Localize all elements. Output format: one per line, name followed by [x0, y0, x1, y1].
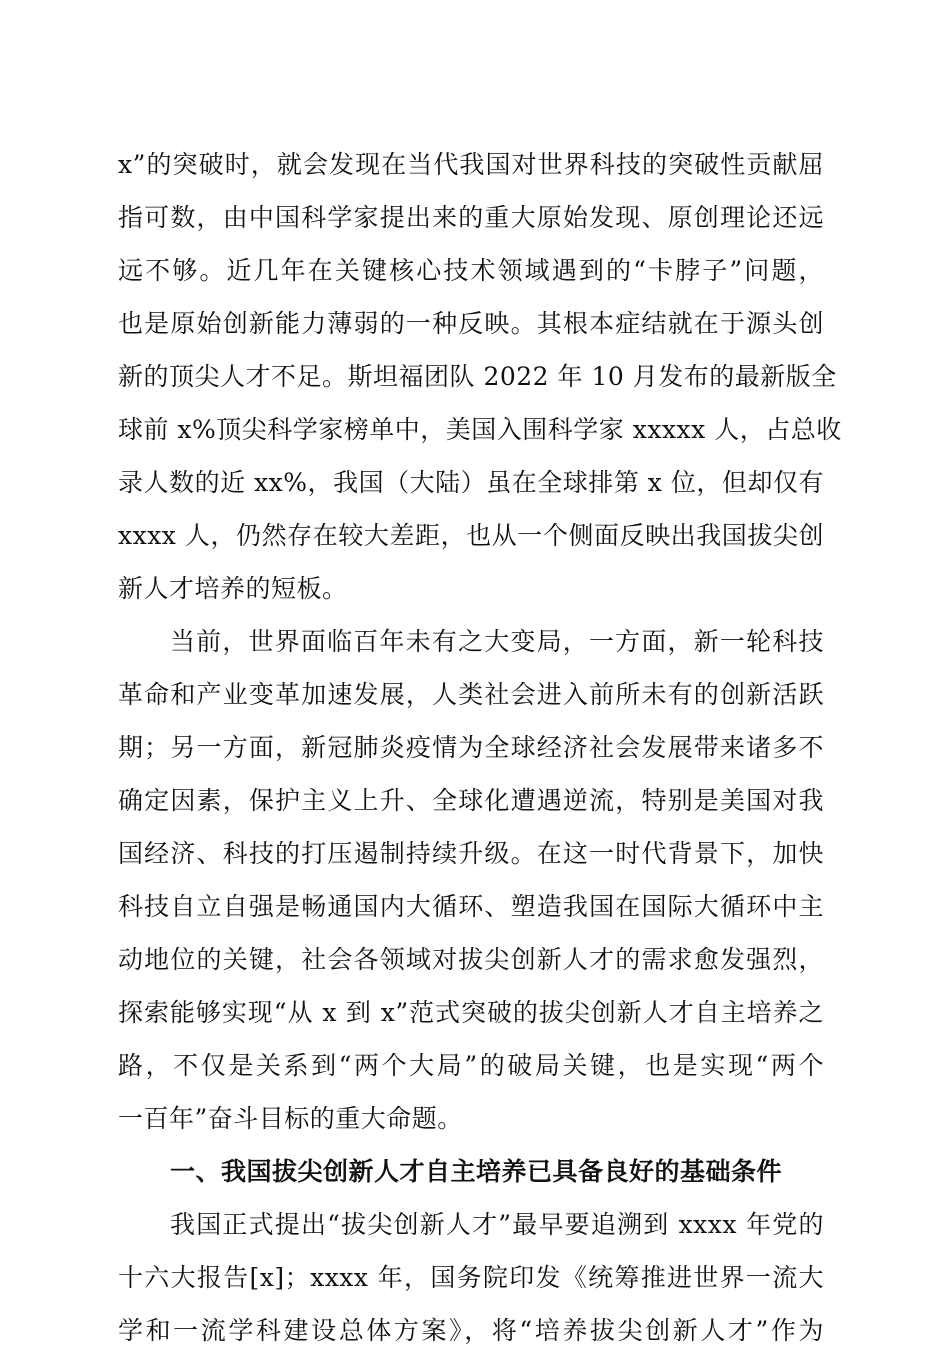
text-line: 革命和产业变革加速发展，人类社会进入前所未有的创新活跃 [118, 680, 824, 709]
text-line: 科技自立自强是畅通国内大循环、塑造我国在国际大循环中主 [118, 892, 824, 921]
document-body [118, 138, 842, 1357]
text-line: 我国正式提出“拔尖创新人才”最早要追溯到 xxxx 年党的 [170, 1210, 824, 1239]
text-line: 十六大报告[x]；xxxx 年，国务院印发《统筹推进世界一流大 [118, 1263, 824, 1292]
text-line: 动地位的关键，社会各领域对拔尖创新人才的需求愈发强烈， [118, 945, 824, 974]
text-line: 一百年”奋斗目标的重大命题。 [118, 1104, 463, 1133]
text-line: 探索能够实现“从 x 到 x”范式突破的拔尖创新人才自主培养之 [118, 998, 824, 1027]
text-line: 指可数，由中国科学家提出来的重大原始发现、原创理论还远 [118, 203, 824, 232]
text-line: 国经济、科技的打压遏制持续升级。在这一时代背景下，加快 [118, 839, 824, 868]
text-line: 路，不仅是关系到“两个大局”的破局关键，也是实现“两个 [118, 1051, 824, 1080]
text-line: 新的顶尖人才不足。斯坦福团队 2022 年 10 月发布的最新版全 [118, 362, 837, 391]
text-line: x”的突破时，就会发现在当代我国对世界科技的突破性贡献屈 [118, 150, 824, 179]
text-line: 确定因素，保护主义上升、全球化遭遇逆流，特别是美国对我 [118, 786, 824, 815]
text-line: 也是原始创新能力薄弱的一种反映。其根本症结就在于源头创 [118, 309, 824, 338]
paragraph-1 [118, 138, 842, 615]
text-line: 球前 x%顶尖科学家榜单中，美国入围科学家 xxxxx 人，占总收 [118, 415, 842, 444]
text-line: 远不够。近几年在关键核心技术领域遇到的“卡脖子”问题， [118, 256, 824, 285]
text-line: 学和一流学科建设总体方案》，将“培养拔尖创新人才”作为 [118, 1316, 824, 1345]
section-heading: 一、我国拔尖创新人才自主培养已具备良好的基础条件 [170, 1157, 783, 1186]
paragraph-2 [118, 615, 824, 1145]
text-line: 期；另一方面，新冠肺炎疫情为全球经济社会发展带来诸多不 [118, 733, 824, 762]
paragraph-3 [118, 1198, 824, 1357]
text-line: 录人数的近 xx%，我国（大陆）虽在全球排第 x 位，但却仅有 [118, 468, 824, 497]
text-line: 当前，世界面临百年未有之大变局，一方面，新一轮科技 [170, 627, 824, 656]
text-line: xxxx 人，仍然存在较大差距，也从一个侧面反映出我国拔尖创 [118, 521, 824, 550]
text-line: 新人才培养的短板。 [118, 574, 348, 603]
